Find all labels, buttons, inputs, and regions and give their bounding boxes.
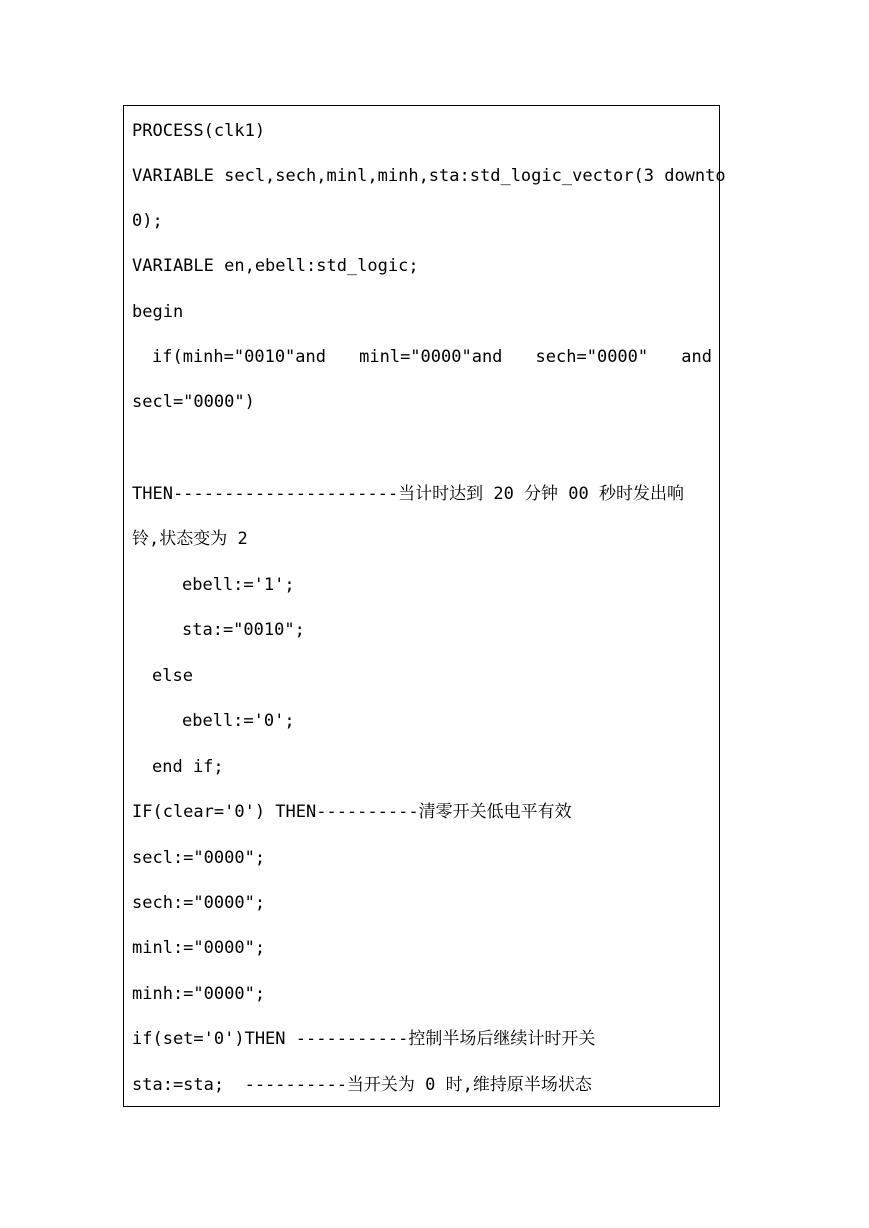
code-line: sta:=sta; ----------当开关为 0 时,维持原半场状态 — [132, 1075, 592, 1095]
code-line: VARIABLE en,ebell:std_logic; — [132, 256, 419, 276]
code-line: VARIABLE secl,sech,minl,minh,sta:std_logic_vector(3 downto — [132, 166, 726, 186]
code-line: begin — [132, 302, 184, 322]
code-line: minl:="0000"; — [132, 938, 266, 958]
code-line: sta:="0010"; — [182, 620, 305, 640]
code-line: sech:="0000"; — [132, 893, 266, 913]
code-line: end if; — [152, 757, 224, 777]
code-line: 0); — [132, 211, 163, 231]
code-token: and — [681, 347, 712, 367]
code-listing-box — [123, 105, 726, 1107]
code-line: secl="0000") — [132, 392, 255, 412]
code-line: PROCESS(clk1) — [132, 121, 266, 141]
code-token: minl="0000"and — [359, 347, 503, 367]
code-line: if(set='0')THEN -----------控制半场后继续计时开关 — [132, 1029, 596, 1049]
code-token: sech="0000" — [535, 347, 649, 367]
code-line: minh:="0000"; — [132, 984, 266, 1004]
code-token: if(minh="0010"and — [152, 347, 326, 367]
code-line: 铃,状态变为 2 — [132, 529, 248, 549]
code-line: THEN----------------------当计时达到 20 分钟 00 秒时发出响 — [132, 484, 684, 504]
code-line: ebell:='0'; — [182, 711, 295, 731]
code-line: else — [152, 666, 193, 686]
code-line: ebell:='1'; — [182, 575, 295, 595]
code-line-if-condition — [152, 345, 712, 369]
code-line-blank — [132, 436, 712, 460]
code-line: secl:="0000"; — [132, 848, 266, 868]
code-line: IF(clear='0') THEN----------清零开关低电平有效 — [132, 802, 572, 822]
